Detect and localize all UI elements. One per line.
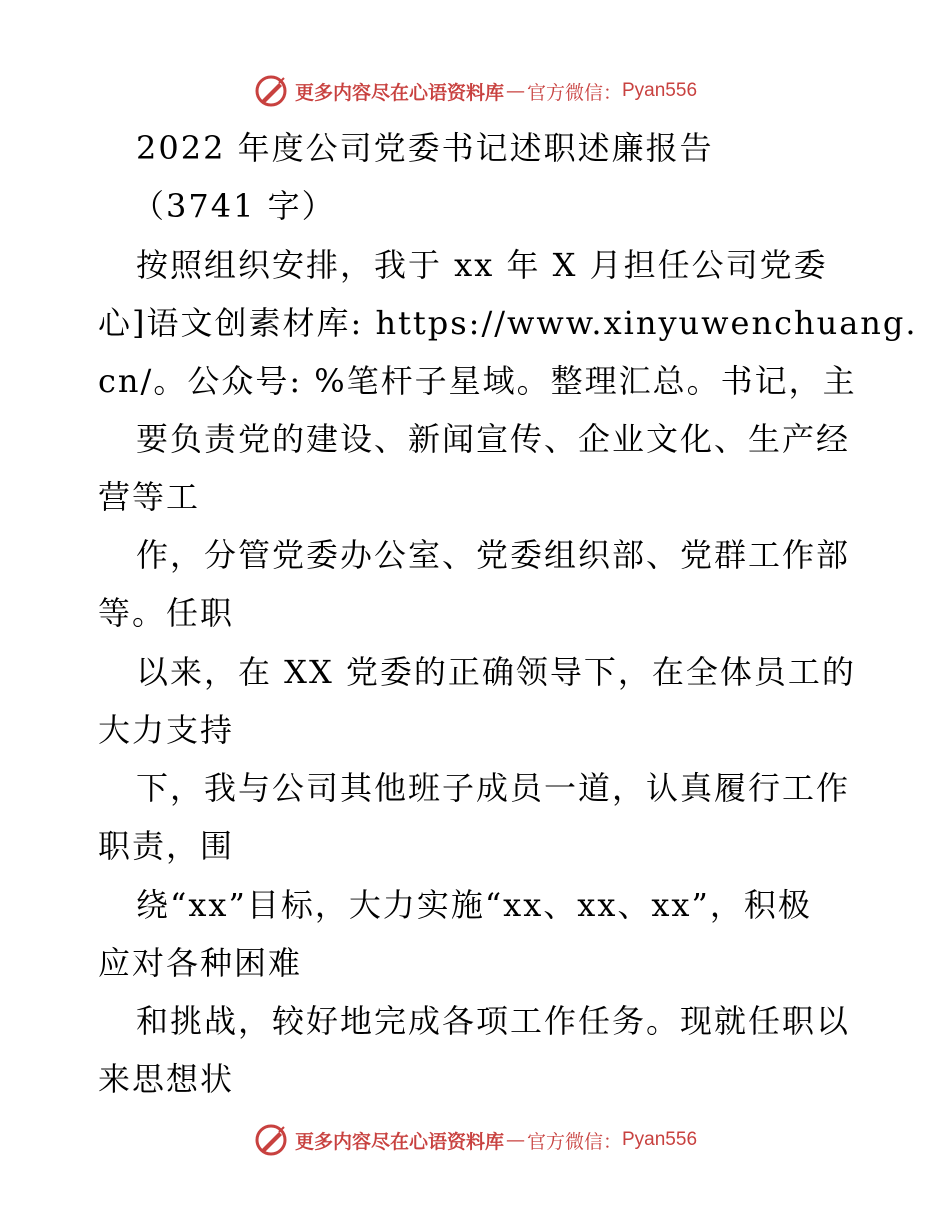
header-watermark: [0, 71, 950, 111]
paragraph-line: 等。任职: [98, 594, 235, 632]
watermark-wechat-id: Pyan556: [622, 1129, 698, 1150]
paragraph-line: 作，分管党委办公室、党委组织部、党群工作部: [136, 536, 851, 574]
watermark-text: 更多内容尽在心语资料库: [294, 81, 504, 104]
paragraph-line: 绕“xx”目标，大力实施“xx、xx、xx”，积极: [136, 886, 812, 924]
paragraph-line: 来思想状: [98, 1060, 235, 1098]
paragraph-line: 和挑战，较好地完成各项工作任务。现就任职以: [136, 1002, 851, 1040]
watermark-dash: —: [505, 1129, 525, 1151]
feather-pen-logo-icon: [253, 73, 289, 109]
feather-pen-logo-icon: [253, 1122, 289, 1158]
watermark-text: 更多内容尽在心语资料库: [294, 1130, 504, 1153]
paragraph-line: 大力支持: [98, 711, 235, 749]
paragraph-line: 以来，在 XX 党委的正确领导下，在全体员工的: [136, 653, 856, 691]
footer-watermark: [0, 1120, 950, 1160]
watermark-wechat-id: Pyan556: [622, 80, 698, 101]
watermark-wechat-label: 官方微信：: [526, 1130, 622, 1153]
paragraph-line: cn/。公众号: %笔杆子星域。整理汇总。书记，主: [98, 362, 857, 400]
paragraph-line: 应对各种困难: [98, 944, 303, 982]
watermark-dash: —: [505, 80, 525, 102]
paragraph-line: 要负责党的建设、新闻宣传、企业文化、生产经: [136, 420, 851, 458]
document-title: 2022 年度公司党委书记述职述廉报告: [136, 129, 714, 167]
word-count: （3741 字）: [132, 187, 336, 225]
paragraph-line: 按照组织安排，我于 xx 年 X 月担任公司党委: [136, 246, 828, 284]
paragraph-line: 职责，围: [98, 827, 235, 865]
paragraph-line: 下，我与公司其他班子成员一道，认真履行工作: [136, 769, 851, 807]
paragraph-line: 心]语文创素材库: https://www.xinyuwenchuang.: [98, 304, 918, 342]
paragraph-line: 营等工: [98, 478, 201, 516]
watermark-wechat-label: 官方微信：: [526, 81, 622, 104]
